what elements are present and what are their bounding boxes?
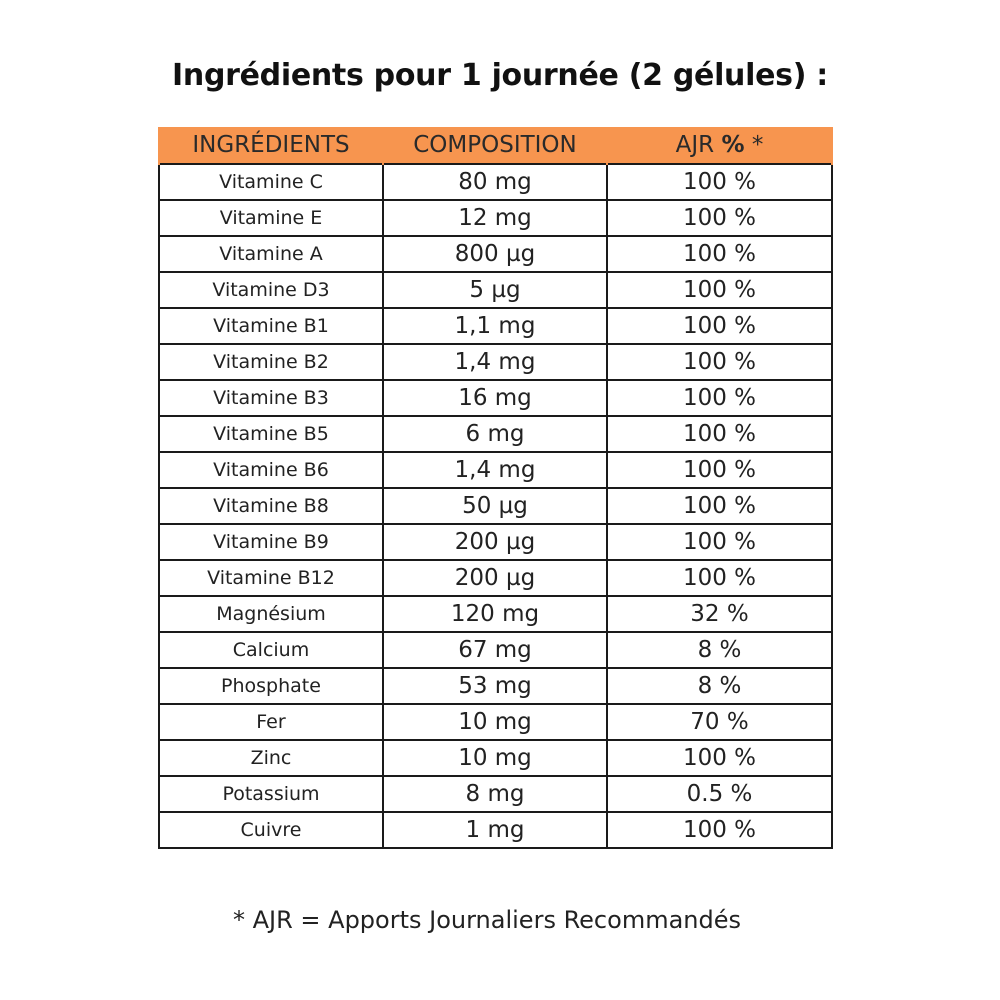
ingredient-cell: Vitamine B6 xyxy=(159,452,383,488)
ingredient-cell: Vitamine B8 xyxy=(159,488,383,524)
composition-cell: 67 mg xyxy=(383,632,607,668)
table-row xyxy=(159,488,832,524)
header-ajr-label: AJR xyxy=(675,132,722,158)
table-row xyxy=(159,776,832,812)
ingredients-table xyxy=(158,127,833,849)
composition-cell: 200 µg xyxy=(383,524,607,560)
ingredient-cell: Fer xyxy=(159,704,383,740)
footnote: * AJR = Apports Journaliers Recommandés xyxy=(232,906,741,934)
composition-cell: 16 mg xyxy=(383,380,607,416)
ingredient-cell: Vitamine C xyxy=(159,164,383,200)
composition-cell: 1,4 mg xyxy=(383,344,607,380)
ingredient-cell: Calcium xyxy=(159,632,383,668)
table-body xyxy=(159,164,832,848)
composition-cell: 120 mg xyxy=(383,596,607,632)
table-row xyxy=(159,704,832,740)
table-row xyxy=(159,560,832,596)
ajr-cell: 100 % xyxy=(607,308,832,344)
table-row xyxy=(159,164,832,200)
composition-cell: 6 mg xyxy=(383,416,607,452)
table-row xyxy=(159,632,832,668)
ajr-cell: 100 % xyxy=(607,200,832,236)
composition-cell: 50 µg xyxy=(383,488,607,524)
composition-cell: 10 mg xyxy=(383,704,607,740)
header-ajr-percent: % xyxy=(721,132,745,158)
table-row xyxy=(159,596,832,632)
ajr-cell: 100 % xyxy=(607,236,832,272)
composition-cell: 10 mg xyxy=(383,740,607,776)
table-row xyxy=(159,380,832,416)
table-header-row xyxy=(159,127,832,164)
page-title: Ingrédients pour 1 journée (2 gélules) : xyxy=(172,58,828,93)
ingredient-cell: Vitamine B1 xyxy=(159,308,383,344)
table-row xyxy=(159,452,832,488)
composition-cell: 800 µg xyxy=(383,236,607,272)
composition-cell: 1,1 mg xyxy=(383,308,607,344)
ajr-cell: 8 % xyxy=(607,668,832,704)
ajr-cell: 0.5 % xyxy=(607,776,832,812)
header-ingredients: INGRÉDIENTS xyxy=(159,127,383,164)
table-row xyxy=(159,200,832,236)
ingredient-cell: Vitamine E xyxy=(159,200,383,236)
header-composition: COMPOSITION xyxy=(383,127,607,164)
ingredient-cell: Magnésium xyxy=(159,596,383,632)
ingredient-cell: Phosphate xyxy=(159,668,383,704)
ajr-cell: 100 % xyxy=(607,740,832,776)
ajr-cell: 70 % xyxy=(607,704,832,740)
table-row xyxy=(159,524,832,560)
ajr-cell: 100 % xyxy=(607,452,832,488)
table-row xyxy=(159,344,832,380)
header-ajr-asterisk: * xyxy=(744,132,764,158)
table-row xyxy=(159,308,832,344)
ajr-cell: 100 % xyxy=(607,164,832,200)
ajr-cell: 100 % xyxy=(607,380,832,416)
header-ajr xyxy=(607,127,832,164)
table-row xyxy=(159,272,832,308)
composition-cell: 1 mg xyxy=(383,812,607,848)
ajr-cell: 100 % xyxy=(607,488,832,524)
ingredient-cell: Vitamine B12 xyxy=(159,560,383,596)
composition-cell: 53 mg xyxy=(383,668,607,704)
table-row xyxy=(159,236,832,272)
ajr-cell: 8 % xyxy=(607,632,832,668)
table-header xyxy=(159,127,832,164)
ajr-cell: 100 % xyxy=(607,344,832,380)
ingredient-cell: Vitamine A xyxy=(159,236,383,272)
ajr-cell: 100 % xyxy=(607,272,832,308)
ajr-cell: 32 % xyxy=(607,596,832,632)
ajr-cell: 100 % xyxy=(607,416,832,452)
composition-cell: 5 µg xyxy=(383,272,607,308)
ingredient-cell: Vitamine D3 xyxy=(159,272,383,308)
table-row xyxy=(159,740,832,776)
ingredient-cell: Vitamine B5 xyxy=(159,416,383,452)
ajr-cell: 100 % xyxy=(607,560,832,596)
composition-cell: 12 mg xyxy=(383,200,607,236)
table-row xyxy=(159,416,832,452)
ajr-cell: 100 % xyxy=(607,812,832,848)
composition-cell: 1,4 mg xyxy=(383,452,607,488)
composition-cell: 8 mg xyxy=(383,776,607,812)
ingredient-cell: Potassium xyxy=(159,776,383,812)
ingredients-table-container xyxy=(158,127,831,849)
composition-cell: 200 µg xyxy=(383,560,607,596)
table-row xyxy=(159,668,832,704)
ingredient-cell: Vitamine B3 xyxy=(159,380,383,416)
table-row xyxy=(159,812,832,848)
ingredient-cell: Vitamine B9 xyxy=(159,524,383,560)
ingredient-cell: Zinc xyxy=(159,740,383,776)
composition-cell: 80 mg xyxy=(383,164,607,200)
ingredient-cell: Cuivre xyxy=(159,812,383,848)
ingredient-cell: Vitamine B2 xyxy=(159,344,383,380)
ajr-cell: 100 % xyxy=(607,524,832,560)
